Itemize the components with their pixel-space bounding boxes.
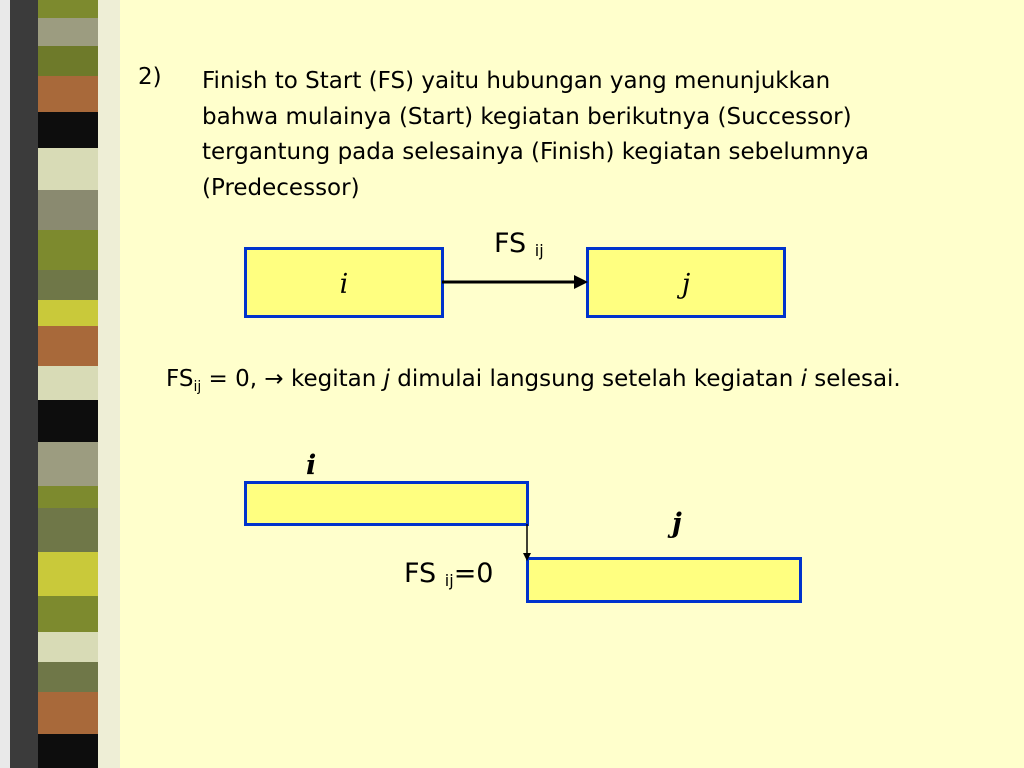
point-text-line: (Predecessor) [202, 174, 360, 201]
fs-arrow [440, 270, 590, 294]
fs2-main: FS [404, 558, 437, 589]
activity-bar-i [244, 481, 529, 526]
activity-box-i [244, 247, 444, 318]
point-text-line: Finish to Start (FS) yaitu hubungan yang menunjukkan [202, 68, 831, 94]
expl-fs: FS [166, 366, 194, 392]
activity-bar-j [526, 557, 802, 603]
arrow-right-icon: → [264, 366, 284, 392]
activity-box-j-label: j [681, 269, 691, 300]
bar-label-i: i [306, 450, 317, 481]
dependency-arrow [520, 524, 534, 562]
fs-explanation [166, 366, 901, 395]
expl-text-1: kegitan [283, 366, 384, 392]
strip-pattern-graphic [0, 0, 120, 768]
fs-label-diagram1 [494, 228, 544, 260]
expl-text-3: selesai. [806, 366, 901, 392]
fs2-sub: ij [444, 571, 454, 590]
point-text-line: bahwa mulainya (Start) kegiatan berikutnya (Successor) [202, 103, 852, 130]
fs2-value: =0 [453, 558, 494, 589]
fs-label-diagram2 [404, 558, 494, 590]
point-text-line: tergantung pada selesainya (Finish) kegiatan sebelumnya [202, 139, 870, 165]
expl-text-2: dimulai langsung setelah kegiatan [390, 366, 801, 392]
expl-eq: = 0, [201, 366, 265, 392]
activity-box-i-label: i [339, 269, 349, 300]
bar-label-j: j [672, 508, 682, 539]
expl-sub: ij [193, 379, 202, 395]
expl-j: j [383, 366, 390, 392]
fs-label-main: FS [494, 228, 527, 259]
point-text [202, 64, 982, 206]
fs-label-sub: ij [534, 241, 544, 260]
point-number: 2) [138, 64, 162, 90]
expl-i: i [800, 366, 807, 392]
activity-box-j [586, 247, 786, 318]
decorative-strip [0, 0, 120, 768]
